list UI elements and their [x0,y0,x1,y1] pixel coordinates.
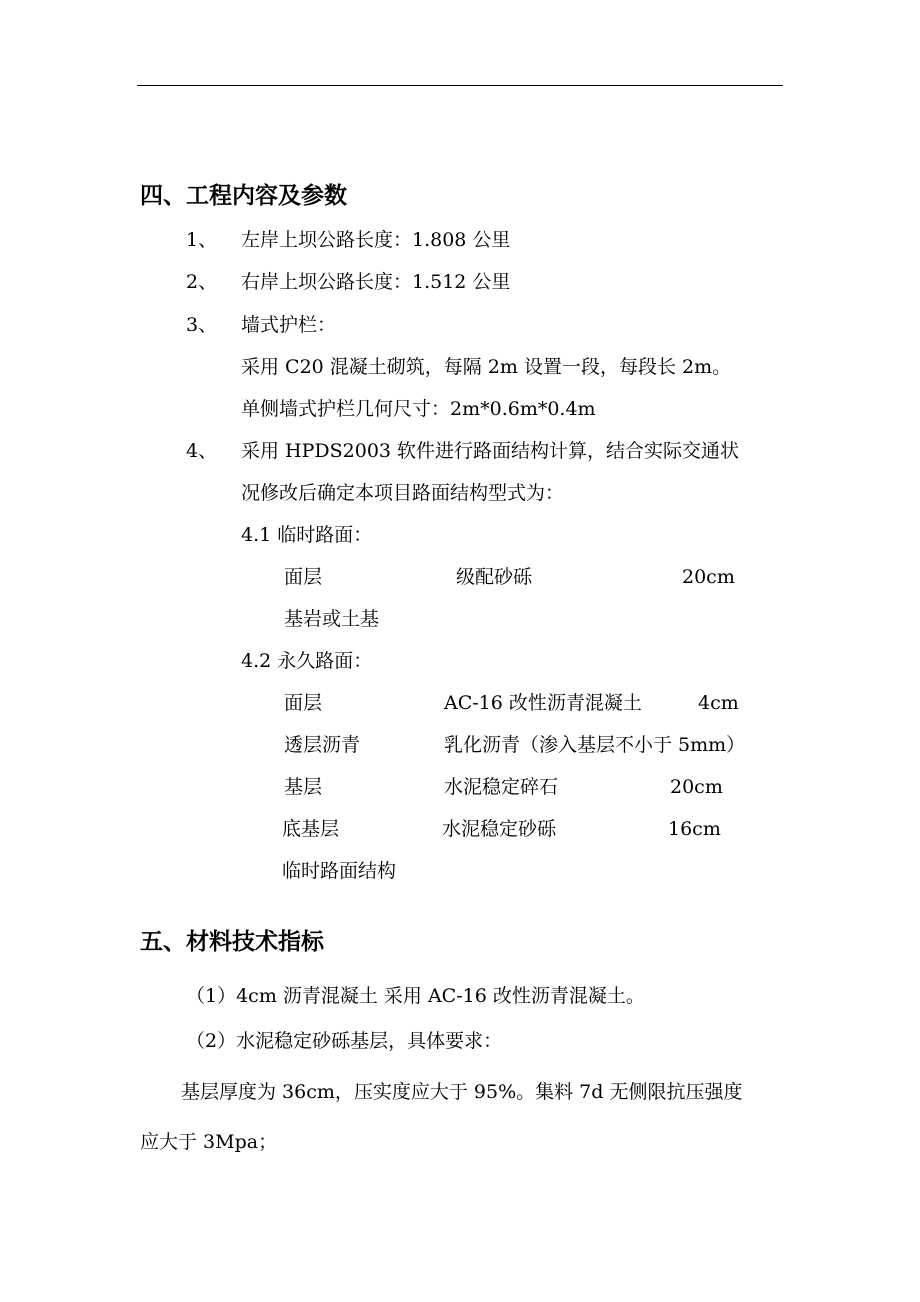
item2-text: 右岸上坝公路长度：1.512 公里 [241,271,511,293]
section5-heading: 五、材料技术指标 [140,929,324,955]
item4-continuation: 况修改后确定本项目路面结构型式为： [241,482,565,504]
sub2-row3-material: 水泥稳定碎石 [444,776,559,798]
sub2-row5-layer: 临时路面结构 [282,860,397,882]
header-rule [137,85,783,86]
sub2-row4-material: 水泥稳定砂砾 [442,818,557,840]
sub2-row3-layer: 基层 [284,776,323,798]
section5-line3: 基层厚度为 36cm，压实度应大于 95%。集料 7d 无侧限抗压强度 [181,1081,743,1103]
section5-line1: （1）4cm 沥青混凝土 采用 AC-16 改性沥青混凝土。 [186,985,645,1007]
item4-number: 4、 [186,440,218,462]
sub2-row1-thickness: 4cm [698,692,739,714]
sub2-title: 4.2 永久路面： [241,650,373,672]
sub2-row2-layer: 透层沥青 [284,734,361,756]
sub1-row2-layer: 基岩或土基 [284,608,380,630]
item3-line1: 采用 C20 混凝土砌筑，每隔 2m 设置一段，每段长 2m。 [241,356,732,378]
item1-number: 1、 [186,229,218,251]
section4-heading: 四、工程内容及参数 [140,183,347,209]
sub2-row2-material: 乳化沥青（渗入基层不小于 5mm） [444,734,746,756]
sub1-row1-thickness: 20cm [682,566,735,588]
item2-number: 2、 [186,271,218,293]
sub1-row1-material: 级配砂砾 [456,566,533,588]
item3-text: 墙式护栏： [241,314,337,336]
sub1-row1-layer: 面层 [284,566,323,588]
section5-line4: 应大于 3Mpa； [140,1131,278,1153]
item3-number: 3、 [186,314,218,336]
sub2-row1-material: AC-16 改性沥青混凝土 [444,692,642,714]
sub2-row4-layer: 底基层 [282,818,340,840]
sub2-row1-layer: 面层 [284,692,323,714]
sub2-row3-thickness: 20cm [670,776,723,798]
item4-text: 采用 HPDS2003 软件进行路面结构计算，结合实际交通状 [241,440,740,462]
item1-text: 左岸上坝公路长度：1.808 公里 [241,229,511,251]
sub2-row4-thickness: 16cm [668,818,721,840]
sub1-title: 4.1 临时路面： [241,524,373,546]
item3-line2: 单侧墙式护栏几何尺寸：2m*0.6m*0.4m [241,398,596,420]
section5-line2: （2）水泥稳定砂砾基层，具体要求： [186,1030,503,1052]
